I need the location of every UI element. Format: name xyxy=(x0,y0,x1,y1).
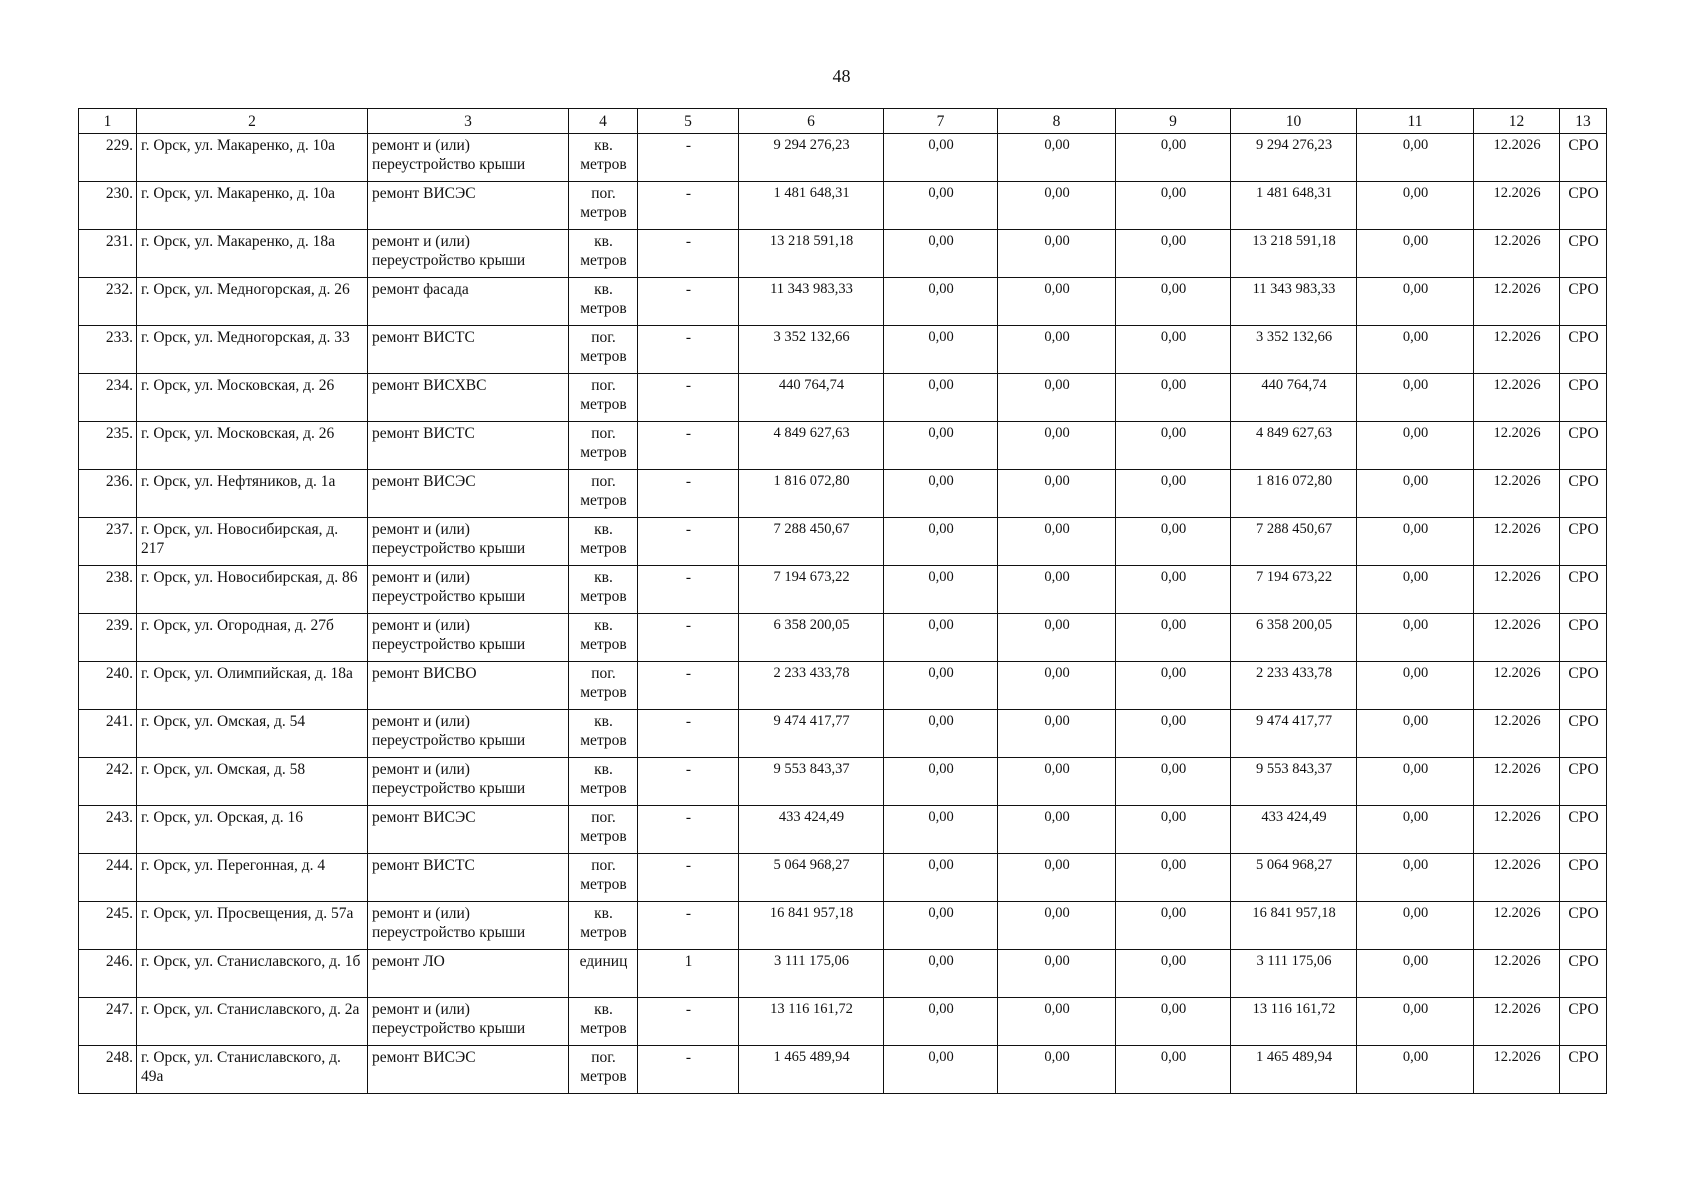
quantity-cell: - xyxy=(638,806,739,854)
table-body xyxy=(79,134,1607,1094)
deadline-cell: 12.2026 xyxy=(1474,854,1560,902)
value-cell: 0,00 xyxy=(884,854,998,902)
table-row xyxy=(79,278,1607,326)
repair-program-table xyxy=(78,108,1607,1094)
row-number: 239. xyxy=(79,614,137,662)
table-row xyxy=(79,182,1607,230)
source-cell: СРО xyxy=(1560,134,1607,182)
deadline-cell: 12.2026 xyxy=(1474,710,1560,758)
value-cell: 0,00 xyxy=(1116,134,1231,182)
value-cell: 0,00 xyxy=(1357,230,1474,278)
work-type-cell: ремонт и (или) переустройство крыши xyxy=(368,758,569,806)
row-number: 243. xyxy=(79,806,137,854)
row-number: 237. xyxy=(79,518,137,566)
value-cell: 0,00 xyxy=(1116,902,1231,950)
value-cell: 0,00 xyxy=(998,998,1116,1046)
table-row xyxy=(79,854,1607,902)
table-row xyxy=(79,422,1607,470)
value-cell: 0,00 xyxy=(1357,806,1474,854)
value-cell: 0,00 xyxy=(1357,134,1474,182)
fund-cost-cell: 9 553 843,37 xyxy=(1231,758,1357,806)
unit-cell: пог. метров xyxy=(569,422,638,470)
row-number: 247. xyxy=(79,998,137,1046)
row-number: 241. xyxy=(79,710,137,758)
value-cell: 0,00 xyxy=(1116,710,1231,758)
total-cost-cell: 2 233 433,78 xyxy=(739,662,884,710)
value-cell: 0,00 xyxy=(998,518,1116,566)
unit-cell: пог. метров xyxy=(569,1046,638,1094)
value-cell: 0,00 xyxy=(998,710,1116,758)
value-cell: 0,00 xyxy=(884,902,998,950)
value-cell: 0,00 xyxy=(1116,662,1231,710)
total-cost-cell: 5 064 968,27 xyxy=(739,854,884,902)
table-row xyxy=(79,566,1607,614)
value-cell: 0,00 xyxy=(1357,902,1474,950)
total-cost-cell: 433 424,49 xyxy=(739,806,884,854)
value-cell: 0,00 xyxy=(1357,566,1474,614)
total-cost-cell: 3 352 132,66 xyxy=(739,326,884,374)
source-cell: СРО xyxy=(1560,950,1607,998)
fund-cost-cell: 7 288 450,67 xyxy=(1231,518,1357,566)
table-row xyxy=(79,230,1607,278)
work-type-cell: ремонт и (или) переустройство крыши xyxy=(368,230,569,278)
value-cell: 0,00 xyxy=(998,902,1116,950)
total-cost-cell: 1 465 489,94 xyxy=(739,1046,884,1094)
value-cell: 0,00 xyxy=(1116,326,1231,374)
total-cost-cell: 1 816 072,80 xyxy=(739,470,884,518)
deadline-cell: 12.2026 xyxy=(1474,182,1560,230)
work-type-cell: ремонт и (или) переустройство крыши xyxy=(368,998,569,1046)
value-cell: 0,00 xyxy=(1357,614,1474,662)
deadline-cell: 12.2026 xyxy=(1474,374,1560,422)
address-cell: г. Орск, ул. Просвещения, д. 57а xyxy=(137,902,368,950)
column-header: 11 xyxy=(1357,109,1474,134)
quantity-cell: - xyxy=(638,566,739,614)
quantity-cell: - xyxy=(638,1046,739,1094)
total-cost-cell: 3 111 175,06 xyxy=(739,950,884,998)
value-cell: 0,00 xyxy=(1116,566,1231,614)
column-header: 13 xyxy=(1560,109,1607,134)
value-cell: 0,00 xyxy=(884,326,998,374)
value-cell: 0,00 xyxy=(1357,998,1474,1046)
fund-cost-cell: 13 116 161,72 xyxy=(1231,998,1357,1046)
table-row xyxy=(79,662,1607,710)
source-cell: СРО xyxy=(1560,662,1607,710)
value-cell: 0,00 xyxy=(998,422,1116,470)
value-cell: 0,00 xyxy=(1357,374,1474,422)
value-cell: 0,00 xyxy=(998,662,1116,710)
total-cost-cell: 440 764,74 xyxy=(739,374,884,422)
deadline-cell: 12.2026 xyxy=(1474,566,1560,614)
quantity-cell: - xyxy=(638,230,739,278)
column-header: 5 xyxy=(638,109,739,134)
quantity-cell: - xyxy=(638,902,739,950)
value-cell: 0,00 xyxy=(884,134,998,182)
table-row xyxy=(79,518,1607,566)
value-cell: 0,00 xyxy=(1357,518,1474,566)
address-cell: г. Орск, ул. Станиславского, д. 1б xyxy=(137,950,368,998)
value-cell: 0,00 xyxy=(1357,758,1474,806)
value-cell: 0,00 xyxy=(1357,182,1474,230)
address-cell: г. Орск, ул. Новосибирская, д. 217 xyxy=(137,518,368,566)
unit-cell: кв. метров xyxy=(569,230,638,278)
source-cell: СРО xyxy=(1560,758,1607,806)
value-cell: 0,00 xyxy=(998,614,1116,662)
total-cost-cell: 7 288 450,67 xyxy=(739,518,884,566)
value-cell: 0,00 xyxy=(1116,278,1231,326)
work-type-cell: ремонт ВИСЭС xyxy=(368,1046,569,1094)
value-cell: 0,00 xyxy=(1116,614,1231,662)
total-cost-cell: 4 849 627,63 xyxy=(739,422,884,470)
source-cell: СРО xyxy=(1560,998,1607,1046)
value-cell: 0,00 xyxy=(998,950,1116,998)
value-cell: 0,00 xyxy=(1116,470,1231,518)
unit-cell: кв. метров xyxy=(569,518,638,566)
unit-cell: пог. метров xyxy=(569,662,638,710)
address-cell: г. Орск, ул. Московская, д. 26 xyxy=(137,422,368,470)
quantity-cell: - xyxy=(638,662,739,710)
source-cell: СРО xyxy=(1560,854,1607,902)
fund-cost-cell: 1 465 489,94 xyxy=(1231,1046,1357,1094)
work-type-cell: ремонт ВИСВО xyxy=(368,662,569,710)
value-cell: 0,00 xyxy=(1116,374,1231,422)
unit-cell: кв. метров xyxy=(569,902,638,950)
fund-cost-cell: 13 218 591,18 xyxy=(1231,230,1357,278)
quantity-cell: - xyxy=(638,854,739,902)
work-type-cell: ремонт ВИСЭС xyxy=(368,806,569,854)
unit-cell: пог. метров xyxy=(569,326,638,374)
fund-cost-cell: 5 064 968,27 xyxy=(1231,854,1357,902)
unit-cell: единиц xyxy=(569,950,638,998)
total-cost-cell: 16 841 957,18 xyxy=(739,902,884,950)
source-cell: СРО xyxy=(1560,710,1607,758)
value-cell: 0,00 xyxy=(998,854,1116,902)
value-cell: 0,00 xyxy=(998,1046,1116,1094)
unit-cell: пог. метров xyxy=(569,470,638,518)
column-header: 10 xyxy=(1231,109,1357,134)
source-cell: СРО xyxy=(1560,806,1607,854)
total-cost-cell: 7 194 673,22 xyxy=(739,566,884,614)
total-cost-cell: 13 218 591,18 xyxy=(739,230,884,278)
row-number: 229. xyxy=(79,134,137,182)
value-cell: 0,00 xyxy=(884,710,998,758)
value-cell: 0,00 xyxy=(884,998,998,1046)
total-cost-cell: 13 116 161,72 xyxy=(739,998,884,1046)
column-header: 6 xyxy=(739,109,884,134)
value-cell: 0,00 xyxy=(1116,758,1231,806)
value-cell: 0,00 xyxy=(1116,854,1231,902)
unit-cell: кв. метров xyxy=(569,998,638,1046)
fund-cost-cell: 4 849 627,63 xyxy=(1231,422,1357,470)
fund-cost-cell: 433 424,49 xyxy=(1231,806,1357,854)
address-cell: г. Орск, ул. Орская, д. 16 xyxy=(137,806,368,854)
source-cell: СРО xyxy=(1560,374,1607,422)
value-cell: 0,00 xyxy=(998,134,1116,182)
value-cell: 0,00 xyxy=(1116,806,1231,854)
quantity-cell: - xyxy=(638,278,739,326)
row-number: 248. xyxy=(79,1046,137,1094)
fund-cost-cell: 1 816 072,80 xyxy=(1231,470,1357,518)
work-type-cell: ремонт и (или) переустройство крыши xyxy=(368,614,569,662)
value-cell: 0,00 xyxy=(884,566,998,614)
deadline-cell: 12.2026 xyxy=(1474,422,1560,470)
deadline-cell: 12.2026 xyxy=(1474,758,1560,806)
quantity-cell: - xyxy=(638,470,739,518)
fund-cost-cell: 1 481 648,31 xyxy=(1231,182,1357,230)
total-cost-cell: 1 481 648,31 xyxy=(739,182,884,230)
unit-cell: кв. метров xyxy=(569,758,638,806)
table-row xyxy=(79,758,1607,806)
unit-cell: пог. метров xyxy=(569,374,638,422)
table-row xyxy=(79,902,1607,950)
source-cell: СРО xyxy=(1560,182,1607,230)
row-number: 245. xyxy=(79,902,137,950)
value-cell: 0,00 xyxy=(884,230,998,278)
value-cell: 0,00 xyxy=(998,758,1116,806)
deadline-cell: 12.2026 xyxy=(1474,950,1560,998)
deadline-cell: 12.2026 xyxy=(1474,1046,1560,1094)
fund-cost-cell: 2 233 433,78 xyxy=(1231,662,1357,710)
column-header: 7 xyxy=(884,109,998,134)
quantity-cell: - xyxy=(638,758,739,806)
value-cell: 0,00 xyxy=(1116,182,1231,230)
deadline-cell: 12.2026 xyxy=(1474,230,1560,278)
value-cell: 0,00 xyxy=(998,374,1116,422)
work-type-cell: ремонт фасада xyxy=(368,278,569,326)
work-type-cell: ремонт и (или) переустройство крыши xyxy=(368,710,569,758)
unit-cell: пог. метров xyxy=(569,182,638,230)
table-row xyxy=(79,806,1607,854)
fund-cost-cell: 6 358 200,05 xyxy=(1231,614,1357,662)
fund-cost-cell: 16 841 957,18 xyxy=(1231,902,1357,950)
value-cell: 0,00 xyxy=(884,950,998,998)
row-number: 230. xyxy=(79,182,137,230)
address-cell: г. Орск, ул. Московская, д. 26 xyxy=(137,374,368,422)
address-cell: г. Орск, ул. Макаренко, д. 10а xyxy=(137,182,368,230)
value-cell: 0,00 xyxy=(1357,854,1474,902)
deadline-cell: 12.2026 xyxy=(1474,614,1560,662)
deadline-cell: 12.2026 xyxy=(1474,518,1560,566)
address-cell: г. Орск, ул. Олимпийская, д. 18а xyxy=(137,662,368,710)
value-cell: 0,00 xyxy=(1116,422,1231,470)
value-cell: 0,00 xyxy=(884,758,998,806)
source-cell: СРО xyxy=(1560,902,1607,950)
quantity-cell: - xyxy=(638,326,739,374)
unit-cell: пог. метров xyxy=(569,854,638,902)
value-cell: 0,00 xyxy=(1357,950,1474,998)
value-cell: 0,00 xyxy=(884,1046,998,1094)
column-header: 4 xyxy=(569,109,638,134)
fund-cost-cell: 9 474 417,77 xyxy=(1231,710,1357,758)
unit-cell: пог. метров xyxy=(569,806,638,854)
source-cell: СРО xyxy=(1560,470,1607,518)
total-cost-cell: 6 358 200,05 xyxy=(739,614,884,662)
value-cell: 0,00 xyxy=(884,278,998,326)
work-type-cell: ремонт ЛО xyxy=(368,950,569,998)
address-cell: г. Орск, ул. Медногорская, д. 26 xyxy=(137,278,368,326)
value-cell: 0,00 xyxy=(884,806,998,854)
deadline-cell: 12.2026 xyxy=(1474,326,1560,374)
source-cell: СРО xyxy=(1560,230,1607,278)
table-row xyxy=(79,326,1607,374)
fund-cost-cell: 440 764,74 xyxy=(1231,374,1357,422)
row-number: 235. xyxy=(79,422,137,470)
row-number: 246. xyxy=(79,950,137,998)
work-type-cell: ремонт ВИСТС xyxy=(368,422,569,470)
unit-cell: кв. метров xyxy=(569,278,638,326)
row-number: 233. xyxy=(79,326,137,374)
value-cell: 0,00 xyxy=(998,182,1116,230)
value-cell: 0,00 xyxy=(884,470,998,518)
row-number: 232. xyxy=(79,278,137,326)
unit-cell: кв. метров xyxy=(569,134,638,182)
deadline-cell: 12.2026 xyxy=(1474,470,1560,518)
address-cell: г. Орск, ул. Станиславского, д. 2а xyxy=(137,998,368,1046)
value-cell: 0,00 xyxy=(998,806,1116,854)
fund-cost-cell: 11 343 983,33 xyxy=(1231,278,1357,326)
table-row xyxy=(79,614,1607,662)
column-header: 9 xyxy=(1116,109,1231,134)
row-number: 244. xyxy=(79,854,137,902)
unit-cell: кв. метров xyxy=(569,566,638,614)
address-cell: г. Орск, ул. Медногорская, д. 33 xyxy=(137,326,368,374)
value-cell: 0,00 xyxy=(1357,662,1474,710)
value-cell: 0,00 xyxy=(1116,230,1231,278)
deadline-cell: 12.2026 xyxy=(1474,902,1560,950)
deadline-cell: 12.2026 xyxy=(1474,806,1560,854)
work-type-cell: ремонт и (или) переустройство крыши xyxy=(368,566,569,614)
address-cell: г. Орск, ул. Макаренко, д. 18а xyxy=(137,230,368,278)
source-cell: СРО xyxy=(1560,278,1607,326)
value-cell: 0,00 xyxy=(884,182,998,230)
table-row xyxy=(79,998,1607,1046)
deadline-cell: 12.2026 xyxy=(1474,998,1560,1046)
column-header: 3 xyxy=(368,109,569,134)
source-cell: СРО xyxy=(1560,1046,1607,1094)
value-cell: 0,00 xyxy=(884,422,998,470)
source-cell: СРО xyxy=(1560,326,1607,374)
fund-cost-cell: 3 352 132,66 xyxy=(1231,326,1357,374)
row-number: 231. xyxy=(79,230,137,278)
work-type-cell: ремонт ВИСЭС xyxy=(368,470,569,518)
address-cell: г. Орск, ул. Макаренко, д. 10а xyxy=(137,134,368,182)
source-cell: СРО xyxy=(1560,614,1607,662)
table-header-row xyxy=(79,109,1607,134)
deadline-cell: 12.2026 xyxy=(1474,134,1560,182)
row-number: 238. xyxy=(79,566,137,614)
unit-cell: кв. метров xyxy=(569,614,638,662)
quantity-cell: 1 xyxy=(638,950,739,998)
value-cell: 0,00 xyxy=(998,470,1116,518)
unit-cell: кв. метров xyxy=(569,710,638,758)
work-type-cell: ремонт ВИСХВС xyxy=(368,374,569,422)
work-type-cell: ремонт ВИСТС xyxy=(368,326,569,374)
row-number: 242. xyxy=(79,758,137,806)
row-number: 234. xyxy=(79,374,137,422)
work-type-cell: ремонт ВИСЭС xyxy=(368,182,569,230)
value-cell: 0,00 xyxy=(1116,998,1231,1046)
total-cost-cell: 9 294 276,23 xyxy=(739,134,884,182)
column-header: 2 xyxy=(137,109,368,134)
address-cell: г. Орск, ул. Нефтяников, д. 1а xyxy=(137,470,368,518)
address-cell: г. Орск, ул. Новосибирская, д. 86 xyxy=(137,566,368,614)
value-cell: 0,00 xyxy=(884,374,998,422)
row-number: 240. xyxy=(79,662,137,710)
deadline-cell: 12.2026 xyxy=(1474,662,1560,710)
value-cell: 0,00 xyxy=(1357,1046,1474,1094)
value-cell: 0,00 xyxy=(998,566,1116,614)
value-cell: 0,00 xyxy=(1357,326,1474,374)
quantity-cell: - xyxy=(638,998,739,1046)
address-cell: г. Орск, ул. Омская, д. 58 xyxy=(137,758,368,806)
value-cell: 0,00 xyxy=(884,518,998,566)
source-cell: СРО xyxy=(1560,566,1607,614)
total-cost-cell: 11 343 983,33 xyxy=(739,278,884,326)
page-number: 48 xyxy=(832,66,851,86)
quantity-cell: - xyxy=(638,518,739,566)
address-cell: г. Орск, ул. Перегонная, д. 4 xyxy=(137,854,368,902)
value-cell: 0,00 xyxy=(998,278,1116,326)
work-type-cell: ремонт ВИСТС xyxy=(368,854,569,902)
table-row xyxy=(79,950,1607,998)
fund-cost-cell: 9 294 276,23 xyxy=(1231,134,1357,182)
address-cell: г. Орск, ул. Огородная, д. 27б xyxy=(137,614,368,662)
quantity-cell: - xyxy=(638,134,739,182)
deadline-cell: 12.2026 xyxy=(1474,278,1560,326)
value-cell: 0,00 xyxy=(1116,518,1231,566)
column-header: 1 xyxy=(79,109,137,134)
source-cell: СРО xyxy=(1560,518,1607,566)
work-type-cell: ремонт и (или) переустройство крыши xyxy=(368,902,569,950)
value-cell: 0,00 xyxy=(1357,422,1474,470)
fund-cost-cell: 7 194 673,22 xyxy=(1231,566,1357,614)
source-cell: СРО xyxy=(1560,422,1607,470)
quantity-cell: - xyxy=(638,182,739,230)
value-cell: 0,00 xyxy=(998,230,1116,278)
value-cell: 0,00 xyxy=(1357,278,1474,326)
value-cell: 0,00 xyxy=(884,614,998,662)
quantity-cell: - xyxy=(638,374,739,422)
address-cell: г. Орск, ул. Омская, д. 54 xyxy=(137,710,368,758)
value-cell: 0,00 xyxy=(998,326,1116,374)
table-row xyxy=(79,470,1607,518)
value-cell: 0,00 xyxy=(1357,710,1474,758)
table-row xyxy=(79,374,1607,422)
value-cell: 0,00 xyxy=(884,662,998,710)
total-cost-cell: 9 474 417,77 xyxy=(739,710,884,758)
work-type-cell: ремонт и (или) переустройство крыши xyxy=(368,134,569,182)
value-cell: 0,00 xyxy=(1116,950,1231,998)
quantity-cell: - xyxy=(638,422,739,470)
quantity-cell: - xyxy=(638,710,739,758)
table-row xyxy=(79,1046,1607,1094)
value-cell: 0,00 xyxy=(1357,470,1474,518)
column-header: 12 xyxy=(1474,109,1560,134)
fund-cost-cell: 3 111 175,06 xyxy=(1231,950,1357,998)
value-cell: 0,00 xyxy=(1116,1046,1231,1094)
column-header: 8 xyxy=(998,109,1116,134)
table-row xyxy=(79,134,1607,182)
row-number: 236. xyxy=(79,470,137,518)
quantity-cell: - xyxy=(638,614,739,662)
table-row xyxy=(79,710,1607,758)
total-cost-cell: 9 553 843,37 xyxy=(739,758,884,806)
address-cell: г. Орск, ул. Станиславского, д. 49а xyxy=(137,1046,368,1094)
work-type-cell: ремонт и (или) переустройство крыши xyxy=(368,518,569,566)
